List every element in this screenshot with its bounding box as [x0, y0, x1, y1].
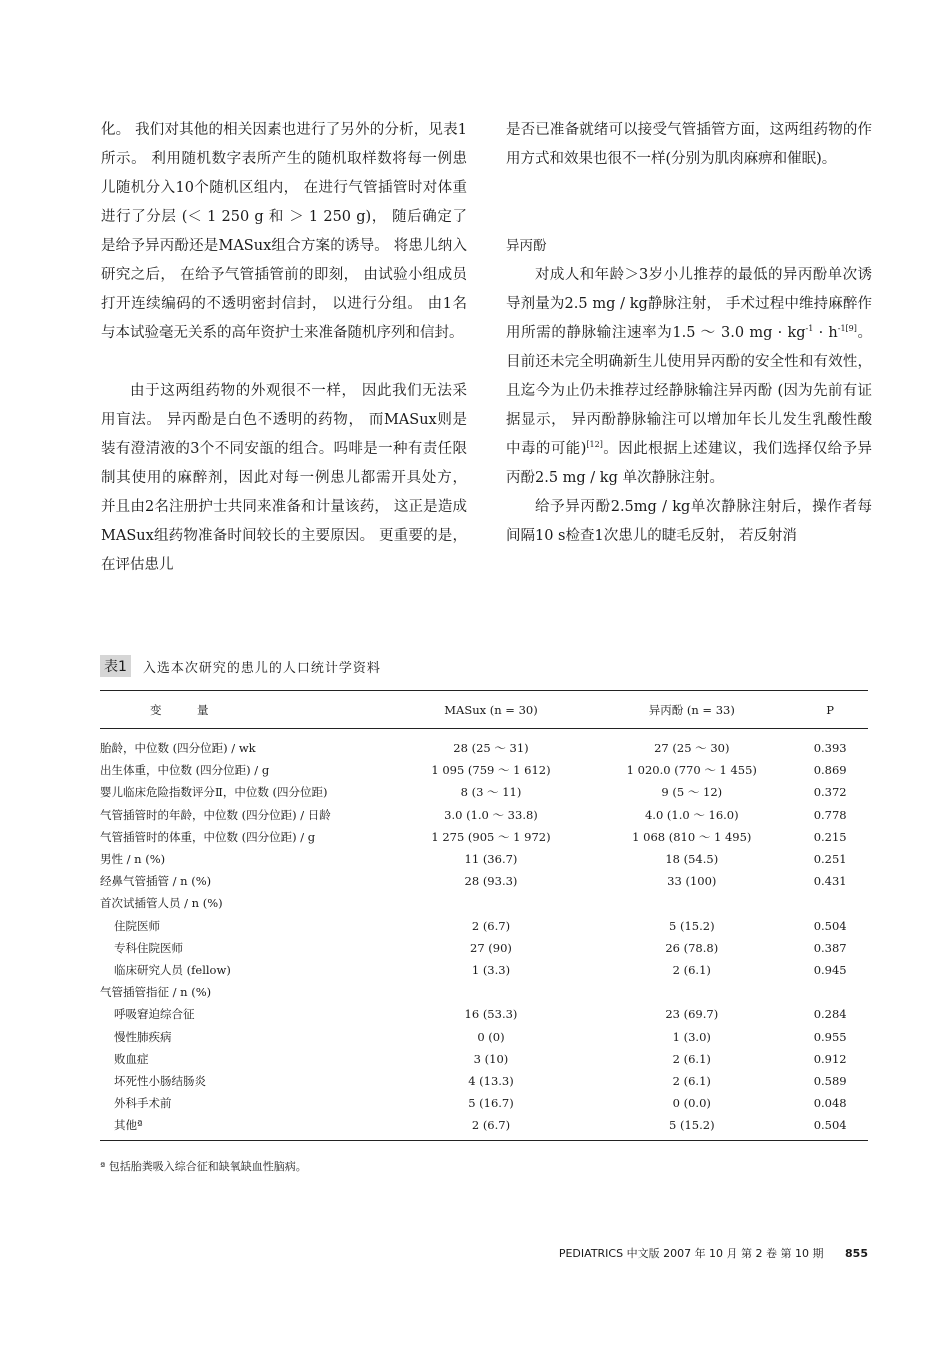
table-row	[100, 1070, 868, 1092]
variable-cell: 专科住院医师	[114, 940, 183, 955]
propofol-cell: 5 (15.2)	[591, 1114, 792, 1141]
table-row	[100, 1114, 868, 1141]
right-text-column	[506, 116, 872, 551]
variable-cell: 临床研究人员 (fellow)	[114, 962, 231, 977]
table-row	[100, 804, 868, 826]
masux-cell: 1 095 (759 ～ 1 612)	[431, 763, 551, 778]
propofol-cell	[591, 892, 792, 914]
propofol-cell: 2 (6.1)	[672, 1051, 711, 1066]
paragraph: 对成人和年龄＞3岁小儿推荐的最低的异丙酚单次诱导剂量为2.5 mg / kg静脉注射， 手术过程中维持麻醉作用所需的静脉输注速率为1.5 ～ 3.0 mg · $kg^{-1} \cdot h^{-1[9]}$。 目前还未完全明确新生儿使用异丙酚的安全性和有效性， 且迄今为止仍未推荐过经静脉输注异丙酚 (因为先前有证据显示， 异丙酚静脉输注可以增加年长儿发生乳酸性酸中毒的可能)[12]。因此根据上述建议，我们选择仅给予异丙酚2.5 mg / kg 单次静脉注射。	[506, 267, 873, 486]
p-value-cell: 0.589	[813, 1073, 847, 1088]
propofol-cell: 9 (5 ～ 12)	[661, 785, 723, 800]
propofol-cell: 0 (0.0)	[672, 1096, 711, 1111]
propofol-cell: 5 (15.2)	[669, 918, 715, 933]
propofol-cell: 4.0 (1.0 ～ 16.0)	[644, 807, 739, 822]
p-value-cell: 0.048	[813, 1096, 847, 1111]
masux-cell: 2 (6.7)	[391, 1114, 592, 1141]
masux-cell	[391, 892, 592, 914]
variable-cell: 气管插管指征 / n (%)	[100, 985, 212, 1000]
variable-cell: 气管插管时的体重，中位数 (四分位距) / g	[100, 829, 316, 844]
table-row	[100, 826, 868, 848]
variable-cell: 经鼻气管插管 / n (%)	[100, 874, 212, 889]
p-value-cell: 0.393	[813, 741, 847, 756]
propofol-cell	[591, 981, 792, 1003]
masux-cell: 27 (90)	[470, 940, 512, 955]
header-masux: MASux (n = 30)	[391, 691, 592, 729]
variable-cell: 男性 / n (%)	[100, 852, 166, 867]
table-row	[100, 870, 868, 892]
p-value-cell: 0.945	[813, 962, 847, 977]
masux-cell: 28 (25 ～ 31)	[453, 741, 529, 756]
left-text-column	[101, 116, 467, 580]
p-value-cell: 0.387	[813, 940, 847, 955]
table-row	[100, 1003, 868, 1025]
p-value-cell: 0.504	[813, 918, 847, 933]
p-value-cell: 0.372	[813, 785, 847, 800]
masux-cell: 3.0 (1.0 ～ 33.8)	[444, 807, 538, 822]
masux-cell: 16 (53.3)	[464, 1007, 518, 1022]
demographics-table	[100, 690, 868, 1141]
propofol-cell: 26 (78.8)	[665, 940, 719, 955]
paragraph: 是否已准备就绪可以接受气管插管方面，这两组药物的作用方式和效果也很不一样(分别为肌肉麻痹和催眠)。	[506, 122, 872, 167]
propofol-cell: 33 (100)	[667, 874, 717, 889]
variable-cell: 胎龄，中位数 (四分位距) / wk	[100, 741, 256, 756]
variable-cell: 气管插管时的年龄，中位数 (四分位距) / 日龄	[100, 807, 331, 822]
table-title: 入选本次研究的患儿的人口统计学资料	[142, 660, 381, 676]
section-heading: 异丙酚	[506, 238, 547, 254]
masux-cell: 28 (93.3)	[464, 874, 518, 889]
table-caption	[100, 655, 381, 677]
p-value-cell: 0.778	[813, 807, 847, 822]
propofol-cell: 18 (54.5)	[665, 852, 719, 867]
p-value-cell: 0.431	[813, 874, 847, 889]
propofol-cell: 23 (69.7)	[665, 1007, 719, 1022]
table-row	[100, 959, 868, 981]
masux-cell: 5 (16.7)	[468, 1096, 514, 1111]
propofol-cell: 2 (6.1)	[672, 962, 711, 977]
page-number: 855	[845, 1247, 868, 1260]
table-header-row	[100, 691, 868, 729]
p-value-cell: 0.955	[813, 1029, 847, 1044]
table-row	[100, 729, 868, 760]
propofol-cell: 2 (6.1)	[672, 1073, 711, 1088]
table-body	[100, 729, 868, 1141]
table-row	[100, 915, 868, 937]
header-variable: 变 量	[100, 691, 391, 729]
propofol-cell: 1 068 (810 ～ 1 495)	[632, 829, 752, 844]
p-value-cell: 0.869	[813, 763, 847, 778]
header-p: P	[792, 691, 868, 729]
table-row	[100, 848, 868, 870]
masux-cell: 11 (36.7)	[464, 852, 518, 867]
p-value-cell: 0.251	[813, 852, 847, 867]
masux-cell: 1 275 (905 ～ 1 972)	[431, 829, 551, 844]
masux-cell: 4 (13.3)	[468, 1073, 514, 1088]
paragraph: 由于这两组药物的外观很不一样， 因此我们无法采用盲法。 异丙酚是白色不透明的药物， 而MASux则是装有澄清液的3个不同安瓿的组合。吗啡是一种有责任限制其使用的麻醉剂，因此对每一例患儿都需开具处方， 并且由2名注册护士共同来准备和计量该药， 这正是造成MASux组药物准备时间较长的主要原因。 更重要的是， 在评估患儿	[101, 383, 467, 573]
variable-cell: 坏死性小肠结肠炎	[114, 1073, 206, 1088]
p-value-cell	[792, 892, 868, 914]
variable-cell: 其他ª	[100, 1114, 391, 1141]
paragraph: 给予异丙酚2.5mg / kg单次静脉注射后，操作者每间隔10 s检查1次患儿的睫毛反射， 若反射消	[506, 499, 872, 544]
table-row	[100, 759, 868, 781]
table-footnote: ª 包括胎粪吸入综合征和缺氧缺血性脑病。	[100, 1160, 307, 1173]
masux-cell: 1 (3.3)	[471, 962, 511, 977]
variable-cell: 慢性肺疾病	[114, 1029, 172, 1044]
table-row	[100, 981, 868, 1003]
masux-cell	[391, 981, 592, 1003]
variable-cell: 出生体重，中位数 (四分位距) / g	[100, 763, 270, 778]
table-row	[100, 1048, 868, 1070]
table-row	[100, 892, 868, 914]
table-label: 表1	[100, 655, 131, 677]
propofol-cell: 1 020.0 (770 ～ 1 455)	[626, 763, 757, 778]
page-footer	[559, 1245, 868, 1261]
variable-cell: 败血症	[114, 1051, 149, 1066]
masux-cell: 0 (0)	[477, 1029, 505, 1044]
p-value-cell: 0.504	[792, 1114, 868, 1141]
table-row	[100, 1092, 868, 1114]
table-row	[100, 937, 868, 959]
variable-cell: 外科手术前	[114, 1096, 172, 1111]
variable-cell: 首次试插管人员 / n (%)	[100, 896, 223, 911]
variable-cell: 住院医师	[114, 918, 160, 933]
p-value-cell: 0.912	[813, 1051, 847, 1066]
paragraph: 化。 我们对其他的相关因素也进行了另外的分析，见表1所示。 利用随机数字表所产生的随机取样数将每一例患儿随机分入10个随机区组内， 在进行气管插管时对体重进行了分层 (＜ 1 250 g 和 ＞ 1 250 g)， 随后确定了是给予异丙酚还是MASux组合方案的诱导。 将患儿纳入研究之后， 在给予气管插管前的即刻， 由试验小组成员打开连续编码的不透明密封信封， 以进行分组。 由1名与本试验毫无关系的高年资护士来准备随机序列和信封。	[101, 122, 467, 341]
variable-cell: 婴儿临床危险指数评分Ⅱ，中位数 (四分位距)	[100, 785, 328, 800]
p-value-cell: 0.215	[813, 829, 847, 844]
journal-info: PEDIATRICS 中文版 2007 年 10 月 第 2 卷 第 10 期	[558, 1247, 824, 1260]
p-value-cell: 0.284	[813, 1007, 847, 1022]
propofol-cell: 27 (25 ～ 30)	[654, 741, 730, 756]
header-propofol: 异丙酚 (n = 33)	[591, 691, 792, 729]
p-value-cell	[792, 981, 868, 1003]
masux-cell: 3 (10)	[473, 1051, 509, 1066]
masux-cell: 8 (3 ～ 11)	[460, 785, 522, 800]
variable-cell: 呼吸窘迫综合征	[114, 1007, 195, 1022]
masux-cell: 2 (6.7)	[471, 918, 511, 933]
table-row	[100, 781, 868, 803]
table-row	[100, 1025, 868, 1047]
propofol-cell: 1 (3.0)	[672, 1029, 711, 1044]
